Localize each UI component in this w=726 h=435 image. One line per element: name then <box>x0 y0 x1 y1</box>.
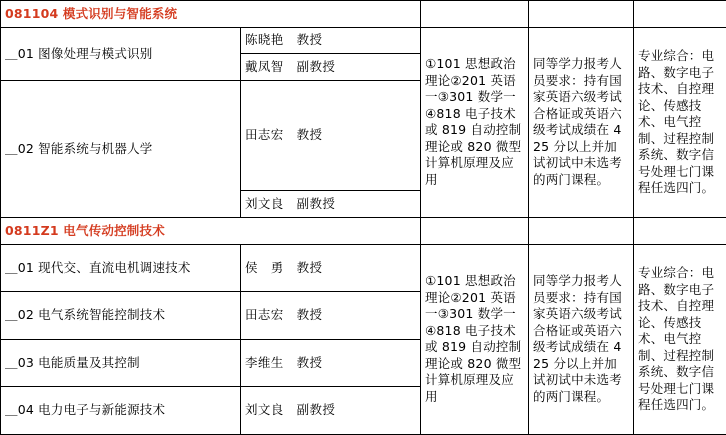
teacher-name-2-2-1: 田志宏 教授 <box>241 292 421 340</box>
exam-subjects-1: ①101 思想政治理论②201 英语一③301 数学一④818 电子技术或 819 自动控制理论或 820 微型计算机原理及应用 <box>421 27 529 217</box>
teacher-name-2-4-1: 刘文良 副教授 <box>241 387 421 435</box>
section-2-header-spacer-remarks <box>634 217 726 244</box>
section-2-header-spacer-subjects <box>421 217 529 244</box>
equivalent-requirements-2: 同等学力报考人员要求：持有国家英语六级考试合格证或英语六级考试成绩在 425 分以上并加试初试中未选考的两门课程。 <box>529 244 634 434</box>
exam-subjects-2: ①101 思想政治理论②201 英语一③301 数学一④818 电子技术或 819 自动控制理论或 820 微型计算机原理及应用 <box>421 244 529 434</box>
table-row <box>1 217 726 244</box>
major-label-2-3: ＿03 电能质量及其控制 <box>1 339 241 387</box>
section-code-title-2: 0811Z1 电气传动控制技术 <box>1 217 421 244</box>
table-row <box>1 1 726 28</box>
major-label-2-1: ＿01 现代交、直流电机调速技术 <box>1 244 241 292</box>
section-code-title-1: 081104 模式识别与智能系统 <box>1 1 421 28</box>
equivalent-requirements-1: 同等学力报考人员要求：持有国家英语六级考试合格证或英语六级考试成绩在 425 分以上并加试初试中未选考的两门课程。 <box>529 27 634 217</box>
major-label-2-2: ＿02 电气系统智能控制技术 <box>1 292 241 340</box>
section-2-header-spacer-requirements <box>529 217 634 244</box>
teacher-name-1-2-2: 刘文良 副教授 <box>241 191 421 218</box>
teacher-name-1-1-2: 戴凤智 副教授 <box>241 54 421 81</box>
teacher-name-2-3-1: 李维生 教授 <box>241 339 421 387</box>
remarks-2: 专业综合：电路、数字电子技术、自控理论、传感技术、电气控制、过程控制系统、数字信号处理七门课程任选四门。 <box>634 244 726 434</box>
major-label-1-2: ＿02 智能系统与机器人学 <box>1 80 241 217</box>
section-1-header-spacer-requirements <box>529 1 634 28</box>
teacher-name-1-2-1: 田志宏 教授 <box>241 80 421 190</box>
remarks-1: 专业综合：电路、数字电子技术、自控理论、传感技术、电气控制、过程控制系统、数字信号处理七门课程任选四门。 <box>634 27 726 217</box>
table-row <box>1 27 726 54</box>
major-label-2-4: ＿04 电力电子与新能源技术 <box>1 387 241 435</box>
major-label-1-1: ＿01 图像处理与模式识别 <box>1 27 241 80</box>
section-1-header-spacer-remarks <box>634 1 726 28</box>
teacher-name-1-1-1: 陈晓艳 教授 <box>241 27 421 54</box>
section-1-header-spacer-subjects <box>421 1 529 28</box>
teacher-name-2-1-1: 侯 勇 教授 <box>241 244 421 292</box>
table-row <box>1 244 726 292</box>
